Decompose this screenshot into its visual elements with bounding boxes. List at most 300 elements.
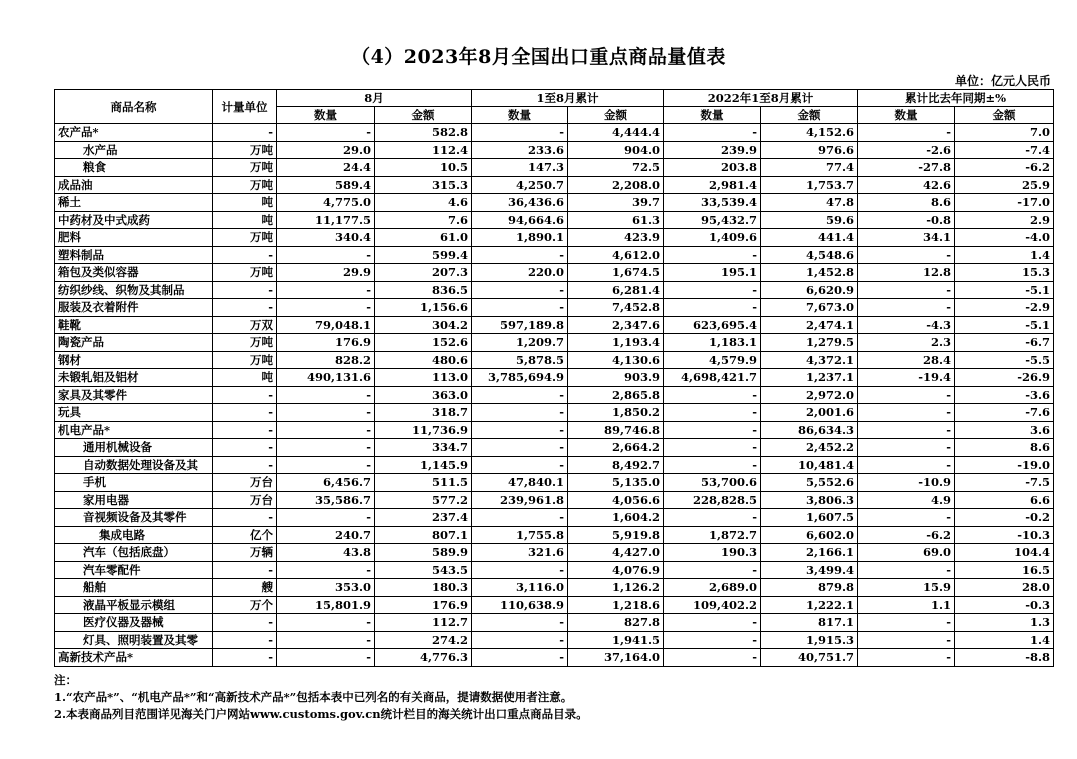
table-body bbox=[55, 124, 1054, 667]
table-row bbox=[55, 194, 1054, 212]
cell-ytd-qty: - bbox=[472, 124, 568, 142]
cell-unit: 亿个 bbox=[213, 526, 277, 544]
cell-prev-qty: 95,432.7 bbox=[664, 211, 761, 229]
cell-ytd-qty: - bbox=[472, 649, 568, 667]
cell-ytd-qty: - bbox=[472, 281, 568, 299]
cell-month-qty: - bbox=[277, 404, 375, 422]
cell-prev-amt: 1,607.5 bbox=[761, 509, 858, 527]
cell-prev-qty: - bbox=[664, 246, 761, 264]
cell-change-qty: -6.2 bbox=[858, 526, 955, 544]
cell-prev-amt: 441.4 bbox=[761, 229, 858, 247]
cell-month-qty: - bbox=[277, 124, 375, 142]
cell-change-amt: 1.4 bbox=[955, 246, 1054, 264]
header-amt: 金额 bbox=[955, 107, 1054, 124]
cell-ytd-amt: 1,218.6 bbox=[568, 596, 664, 614]
cell-prev-amt: 4,372.1 bbox=[761, 351, 858, 369]
header-qty: 数量 bbox=[472, 107, 568, 124]
cell-ytd-amt: 61.3 bbox=[568, 211, 664, 229]
cell-month-qty: - bbox=[277, 299, 375, 317]
cell-ytd-qty: - bbox=[472, 561, 568, 579]
cell-ytd-amt: 4,444.4 bbox=[568, 124, 664, 142]
cell-ytd-amt: 7,452.8 bbox=[568, 299, 664, 317]
header-prev-ytd: 2022年1至8月累计 bbox=[664, 90, 858, 107]
table-row bbox=[55, 351, 1054, 369]
cell-change-qty: - bbox=[858, 386, 955, 404]
cell-month-amt: 304.2 bbox=[375, 316, 472, 334]
cell-prev-amt: 10,481.4 bbox=[761, 456, 858, 474]
cell-prev-amt: 976.6 bbox=[761, 141, 858, 159]
table-row bbox=[55, 211, 1054, 229]
cell-ytd-amt: 827.8 bbox=[568, 614, 664, 632]
cell-month-qty: - bbox=[277, 509, 375, 527]
cell-change-qty: -27.8 bbox=[858, 159, 955, 177]
cell-month-qty: - bbox=[277, 439, 375, 457]
cell-ytd-qty: 5,878.5 bbox=[472, 351, 568, 369]
header-unit: 计量单位 bbox=[213, 90, 277, 124]
cell-prev-qty: - bbox=[664, 509, 761, 527]
cell-month-qty: 29.0 bbox=[277, 141, 375, 159]
cell-change-amt: -5.1 bbox=[955, 281, 1054, 299]
cell-ytd-qty: 94,664.6 bbox=[472, 211, 568, 229]
table-row bbox=[55, 299, 1054, 317]
cell-prev-qty: 4,579.9 bbox=[664, 351, 761, 369]
cell-prev-qty: - bbox=[664, 299, 761, 317]
cell-prev-amt: 1,915.3 bbox=[761, 631, 858, 649]
cell-month-amt: 599.4 bbox=[375, 246, 472, 264]
cell-month-qty: 4,775.0 bbox=[277, 194, 375, 212]
cell-month-amt: 315.3 bbox=[375, 176, 472, 194]
cell-prev-amt: 1,237.1 bbox=[761, 369, 858, 387]
cell-unit: 万个 bbox=[213, 596, 277, 614]
cell-change-amt: -3.6 bbox=[955, 386, 1054, 404]
cell-unit: - bbox=[213, 456, 277, 474]
cell-name: 液晶平板显示模组 bbox=[55, 596, 213, 614]
cell-prev-amt: 7,673.0 bbox=[761, 299, 858, 317]
cell-ytd-qty: 1,755.8 bbox=[472, 526, 568, 544]
cell-month-qty: 29.9 bbox=[277, 264, 375, 282]
cell-prev-qty: 228,828.5 bbox=[664, 491, 761, 509]
cell-ytd-qty: - bbox=[472, 404, 568, 422]
cell-month-amt: 4,776.3 bbox=[375, 649, 472, 667]
cell-unit: 万吨 bbox=[213, 176, 277, 194]
cell-month-amt: 334.7 bbox=[375, 439, 472, 457]
cell-name: 玩具 bbox=[55, 404, 213, 422]
cell-change-amt: 7.0 bbox=[955, 124, 1054, 142]
cell-month-qty: 176.9 bbox=[277, 334, 375, 352]
cell-month-qty: 35,586.7 bbox=[277, 491, 375, 509]
cell-change-amt: -10.3 bbox=[955, 526, 1054, 544]
cell-prev-amt: 59.6 bbox=[761, 211, 858, 229]
cell-change-amt: -2.9 bbox=[955, 299, 1054, 317]
cell-month-qty: - bbox=[277, 456, 375, 474]
header-qty: 数量 bbox=[858, 107, 955, 124]
table-row bbox=[55, 229, 1054, 247]
cell-month-amt: 807.1 bbox=[375, 526, 472, 544]
cell-ytd-amt: 2,865.8 bbox=[568, 386, 664, 404]
cell-change-amt: 104.4 bbox=[955, 544, 1054, 562]
cell-prev-amt: 3,499.4 bbox=[761, 561, 858, 579]
cell-unit: - bbox=[213, 386, 277, 404]
cell-ytd-qty: - bbox=[472, 456, 568, 474]
cell-unit: 吨 bbox=[213, 194, 277, 212]
cell-unit: - bbox=[213, 649, 277, 667]
cell-prev-amt: 2,474.1 bbox=[761, 316, 858, 334]
header-amt: 金额 bbox=[375, 107, 472, 124]
cell-prev-amt: 6,602.0 bbox=[761, 526, 858, 544]
cell-unit: 万辆 bbox=[213, 544, 277, 562]
cell-change-qty: 28.4 bbox=[858, 351, 955, 369]
cell-ytd-amt: 1,850.2 bbox=[568, 404, 664, 422]
cell-unit: 万吨 bbox=[213, 229, 277, 247]
cell-change-qty: 2.3 bbox=[858, 334, 955, 352]
cell-month-amt: 7.6 bbox=[375, 211, 472, 229]
cell-prev-amt: 2,166.1 bbox=[761, 544, 858, 562]
cell-month-amt: 582.8 bbox=[375, 124, 472, 142]
cell-name: 高新技术产品* bbox=[55, 649, 213, 667]
table-row bbox=[55, 649, 1054, 667]
cell-prev-qty: 190.3 bbox=[664, 544, 761, 562]
cell-name: 钢材 bbox=[55, 351, 213, 369]
cell-ytd-amt: 5,919.8 bbox=[568, 526, 664, 544]
cell-ytd-qty: 110,638.9 bbox=[472, 596, 568, 614]
cell-name: 集成电路 bbox=[55, 526, 213, 544]
cell-unit: 吨 bbox=[213, 369, 277, 387]
cell-month-amt: 318.7 bbox=[375, 404, 472, 422]
cell-change-qty: - bbox=[858, 649, 955, 667]
cell-unit: 万双 bbox=[213, 316, 277, 334]
cell-ytd-amt: 8,492.7 bbox=[568, 456, 664, 474]
cell-name: 汽车（包括底盘） bbox=[55, 544, 213, 562]
cell-unit: - bbox=[213, 404, 277, 422]
table-row bbox=[55, 246, 1054, 264]
table-row bbox=[55, 124, 1054, 142]
cell-ytd-amt: 6,281.4 bbox=[568, 281, 664, 299]
cell-ytd-qty: 36,436.6 bbox=[472, 194, 568, 212]
cell-month-amt: 543.5 bbox=[375, 561, 472, 579]
cell-ytd-qty: - bbox=[472, 614, 568, 632]
cell-name: 自动数据处理设备及其 bbox=[55, 456, 213, 474]
cell-prev-qty: - bbox=[664, 404, 761, 422]
cell-ytd-qty: 239,961.8 bbox=[472, 491, 568, 509]
cell-prev-amt: 1,279.5 bbox=[761, 334, 858, 352]
cell-change-qty: 4.9 bbox=[858, 491, 955, 509]
cell-change-amt: -0.2 bbox=[955, 509, 1054, 527]
cell-prev-amt: 1,753.7 bbox=[761, 176, 858, 194]
cell-change-qty: 42.6 bbox=[858, 176, 955, 194]
cell-prev-amt: 47.8 bbox=[761, 194, 858, 212]
cell-name: 箱包及类似容器 bbox=[55, 264, 213, 282]
table-row bbox=[55, 404, 1054, 422]
cell-ytd-amt: 4,612.0 bbox=[568, 246, 664, 264]
cell-prev-amt: 77.4 bbox=[761, 159, 858, 177]
cell-prev-qty: - bbox=[664, 614, 761, 632]
cell-prev-qty: 239.9 bbox=[664, 141, 761, 159]
table-row bbox=[55, 439, 1054, 457]
cell-ytd-amt: 423.9 bbox=[568, 229, 664, 247]
header-amt: 金额 bbox=[761, 107, 858, 124]
cell-name: 水产品 bbox=[55, 141, 213, 159]
cell-change-qty: -19.4 bbox=[858, 369, 955, 387]
cell-month-amt: 589.9 bbox=[375, 544, 472, 562]
cell-month-qty: - bbox=[277, 649, 375, 667]
cell-month-amt: 836.5 bbox=[375, 281, 472, 299]
cell-name: 服装及衣着附件 bbox=[55, 299, 213, 317]
cell-prev-qty: 53,700.6 bbox=[664, 474, 761, 492]
cell-change-amt: 1.3 bbox=[955, 614, 1054, 632]
cell-change-qty: 34.1 bbox=[858, 229, 955, 247]
cell-month-amt: 112.7 bbox=[375, 614, 472, 632]
table-row bbox=[55, 631, 1054, 649]
cell-change-qty: 1.1 bbox=[858, 596, 955, 614]
cell-prev-qty: 1,872.7 bbox=[664, 526, 761, 544]
cell-month-amt: 480.6 bbox=[375, 351, 472, 369]
header-qty: 数量 bbox=[664, 107, 761, 124]
cell-unit: - bbox=[213, 246, 277, 264]
cell-month-qty: 79,048.1 bbox=[277, 316, 375, 334]
table-row bbox=[55, 544, 1054, 562]
cell-change-qty: -4.3 bbox=[858, 316, 955, 334]
cell-name: 成品油 bbox=[55, 176, 213, 194]
cell-month-amt: 61.0 bbox=[375, 229, 472, 247]
cell-name: 塑料制品 bbox=[55, 246, 213, 264]
cell-change-amt: -7.5 bbox=[955, 474, 1054, 492]
cell-name: 陶瓷产品 bbox=[55, 334, 213, 352]
cell-month-amt: 176.9 bbox=[375, 596, 472, 614]
cell-change-qty: -2.6 bbox=[858, 141, 955, 159]
cell-prev-qty: 195.1 bbox=[664, 264, 761, 282]
cell-month-qty: 490,131.6 bbox=[277, 369, 375, 387]
cell-prev-qty: 623,695.4 bbox=[664, 316, 761, 334]
cell-prev-qty: 1,183.1 bbox=[664, 334, 761, 352]
cell-change-qty: - bbox=[858, 631, 955, 649]
cell-name: 粮食 bbox=[55, 159, 213, 177]
cell-ytd-qty: 233.6 bbox=[472, 141, 568, 159]
cell-change-amt: 28.0 bbox=[955, 579, 1054, 597]
table-row bbox=[55, 561, 1054, 579]
table-row bbox=[55, 596, 1054, 614]
cell-prev-qty: 203.8 bbox=[664, 159, 761, 177]
cell-change-amt: 6.6 bbox=[955, 491, 1054, 509]
cell-prev-amt: 2,972.0 bbox=[761, 386, 858, 404]
table-row bbox=[55, 176, 1054, 194]
cell-unit: 万吨 bbox=[213, 264, 277, 282]
cell-month-amt: 1,156.6 bbox=[375, 299, 472, 317]
cell-name: 稀土 bbox=[55, 194, 213, 212]
cell-change-qty: - bbox=[858, 404, 955, 422]
cell-change-amt: -19.0 bbox=[955, 456, 1054, 474]
cell-month-amt: 237.4 bbox=[375, 509, 472, 527]
table-row bbox=[55, 491, 1054, 509]
cell-change-qty: - bbox=[858, 299, 955, 317]
cell-unit: 万台 bbox=[213, 474, 277, 492]
table-row bbox=[55, 421, 1054, 439]
cell-change-amt: 1.4 bbox=[955, 631, 1054, 649]
cell-prev-qty: - bbox=[664, 281, 761, 299]
cell-month-amt: 207.3 bbox=[375, 264, 472, 282]
cell-ytd-amt: 1,193.4 bbox=[568, 334, 664, 352]
cell-ytd-qty: - bbox=[472, 439, 568, 457]
cell-prev-qty: - bbox=[664, 386, 761, 404]
cell-prev-amt: 1,222.1 bbox=[761, 596, 858, 614]
cell-change-amt: -6.2 bbox=[955, 159, 1054, 177]
export-goods-table bbox=[54, 89, 1054, 667]
cell-unit: 万吨 bbox=[213, 159, 277, 177]
cell-prev-qty: 1,409.6 bbox=[664, 229, 761, 247]
cell-month-qty: 353.0 bbox=[277, 579, 375, 597]
cell-unit: - bbox=[213, 421, 277, 439]
cell-change-amt: -26.9 bbox=[955, 369, 1054, 387]
cell-ytd-qty: - bbox=[472, 631, 568, 649]
cell-change-qty: - bbox=[858, 439, 955, 457]
cell-ytd-amt: 2,208.0 bbox=[568, 176, 664, 194]
cell-change-qty: 12.8 bbox=[858, 264, 955, 282]
cell-name: 家具及其零件 bbox=[55, 386, 213, 404]
cell-name: 音视频设备及其零件 bbox=[55, 509, 213, 527]
cell-change-qty: 69.0 bbox=[858, 544, 955, 562]
cell-month-qty: 6,456.7 bbox=[277, 474, 375, 492]
cell-name: 未锻轧铝及铝材 bbox=[55, 369, 213, 387]
cell-ytd-qty: 1,890.1 bbox=[472, 229, 568, 247]
cell-ytd-qty: 220.0 bbox=[472, 264, 568, 282]
cell-prev-qty: - bbox=[664, 456, 761, 474]
cell-prev-amt: 879.8 bbox=[761, 579, 858, 597]
cell-ytd-amt: 4,076.9 bbox=[568, 561, 664, 579]
cell-unit: 万吨 bbox=[213, 334, 277, 352]
cell-unit: 艘 bbox=[213, 579, 277, 597]
table-row bbox=[55, 159, 1054, 177]
cell-month-qty: 340.4 bbox=[277, 229, 375, 247]
table-row bbox=[55, 509, 1054, 527]
header-name: 商品名称 bbox=[55, 90, 213, 124]
cell-month-amt: 113.0 bbox=[375, 369, 472, 387]
cell-prev-qty: 2,981.4 bbox=[664, 176, 761, 194]
cell-change-amt: 15.3 bbox=[955, 264, 1054, 282]
cell-month-amt: 274.2 bbox=[375, 631, 472, 649]
cell-month-amt: 1,145.9 bbox=[375, 456, 472, 474]
cell-ytd-amt: 4,427.0 bbox=[568, 544, 664, 562]
cell-name: 灯具、照明装置及其零 bbox=[55, 631, 213, 649]
cell-change-amt: -5.1 bbox=[955, 316, 1054, 334]
table-row bbox=[55, 526, 1054, 544]
cell-change-amt: -7.4 bbox=[955, 141, 1054, 159]
cell-month-amt: 152.6 bbox=[375, 334, 472, 352]
cell-change-amt: -6.7 bbox=[955, 334, 1054, 352]
cell-ytd-amt: 72.5 bbox=[568, 159, 664, 177]
cell-month-qty: - bbox=[277, 386, 375, 404]
cell-unit: - bbox=[213, 509, 277, 527]
cell-name: 中药材及中式成药 bbox=[55, 211, 213, 229]
cell-ytd-qty: 3,116.0 bbox=[472, 579, 568, 597]
cell-unit: - bbox=[213, 124, 277, 142]
cell-prev-qty: - bbox=[664, 649, 761, 667]
cell-change-qty: 15.9 bbox=[858, 579, 955, 597]
cell-ytd-amt: 1,604.2 bbox=[568, 509, 664, 527]
cell-month-qty: - bbox=[277, 631, 375, 649]
cell-change-amt: 2.9 bbox=[955, 211, 1054, 229]
table-row bbox=[55, 316, 1054, 334]
cell-ytd-amt: 1,126.2 bbox=[568, 579, 664, 597]
cell-unit: - bbox=[213, 299, 277, 317]
cell-month-qty: - bbox=[277, 281, 375, 299]
cell-month-qty: 589.4 bbox=[277, 176, 375, 194]
table-row bbox=[55, 141, 1054, 159]
cell-name: 鞋靴 bbox=[55, 316, 213, 334]
table-row bbox=[55, 369, 1054, 387]
cell-ytd-amt: 89,746.8 bbox=[568, 421, 664, 439]
table-row bbox=[55, 386, 1054, 404]
notes bbox=[54, 672, 588, 723]
cell-prev-qty: 4,698,421.7 bbox=[664, 369, 761, 387]
table-row bbox=[55, 456, 1054, 474]
cell-ytd-qty: 47,840.1 bbox=[472, 474, 568, 492]
cell-ytd-amt: 1,941.5 bbox=[568, 631, 664, 649]
header-change: 累计比去年同期±% bbox=[858, 90, 1054, 107]
cell-ytd-amt: 37,164.0 bbox=[568, 649, 664, 667]
cell-change-qty: - bbox=[858, 124, 955, 142]
cell-change-qty: - bbox=[858, 281, 955, 299]
cell-name: 肥料 bbox=[55, 229, 213, 247]
unit-label: 单位：亿元人民币 bbox=[954, 74, 1051, 88]
cell-month-amt: 4.6 bbox=[375, 194, 472, 212]
cell-ytd-amt: 4,056.6 bbox=[568, 491, 664, 509]
cell-ytd-qty: 321.6 bbox=[472, 544, 568, 562]
cell-ytd-amt: 1,674.5 bbox=[568, 264, 664, 282]
cell-ytd-qty: - bbox=[472, 299, 568, 317]
cell-change-qty: - bbox=[858, 456, 955, 474]
cell-prev-amt: 4,152.6 bbox=[761, 124, 858, 142]
cell-name: 机电产品* bbox=[55, 421, 213, 439]
page-title: （4）2023年8月全国出口重点商品量值表 bbox=[351, 46, 726, 68]
cell-change-qty: -10.9 bbox=[858, 474, 955, 492]
table-row bbox=[55, 579, 1054, 597]
cell-change-qty: -0.8 bbox=[858, 211, 955, 229]
cell-ytd-qty: - bbox=[472, 509, 568, 527]
cell-unit: 万台 bbox=[213, 491, 277, 509]
cell-prev-amt: 2,452.2 bbox=[761, 439, 858, 457]
cell-change-qty: - bbox=[858, 614, 955, 632]
cell-ytd-amt: 2,664.2 bbox=[568, 439, 664, 457]
cell-ytd-amt: 39.7 bbox=[568, 194, 664, 212]
cell-ytd-amt: 904.0 bbox=[568, 141, 664, 159]
cell-prev-qty: - bbox=[664, 561, 761, 579]
cell-prev-qty: - bbox=[664, 124, 761, 142]
table-row bbox=[55, 334, 1054, 352]
cell-ytd-qty: - bbox=[472, 386, 568, 404]
cell-prev-qty: - bbox=[664, 421, 761, 439]
cell-ytd-qty: 4,250.7 bbox=[472, 176, 568, 194]
cell-unit: 万吨 bbox=[213, 141, 277, 159]
cell-prev-amt: 1,452.8 bbox=[761, 264, 858, 282]
cell-ytd-qty: 3,785,694.9 bbox=[472, 369, 568, 387]
cell-prev-qty: 109,402.2 bbox=[664, 596, 761, 614]
cell-prev-qty: 33,539.4 bbox=[664, 194, 761, 212]
header-qty: 数量 bbox=[277, 107, 375, 124]
cell-prev-amt: 40,751.7 bbox=[761, 649, 858, 667]
cell-prev-amt: 2,001.6 bbox=[761, 404, 858, 422]
cell-change-amt: -17.0 bbox=[955, 194, 1054, 212]
cell-month-qty: 828.2 bbox=[277, 351, 375, 369]
cell-month-qty: 43.8 bbox=[277, 544, 375, 562]
cell-ytd-qty: 597,189.8 bbox=[472, 316, 568, 334]
cell-ytd-qty: 147.3 bbox=[472, 159, 568, 177]
header-amt: 金额 bbox=[568, 107, 664, 124]
cell-name: 纺织纱线、织物及其制品 bbox=[55, 281, 213, 299]
cell-ytd-amt: 5,135.0 bbox=[568, 474, 664, 492]
cell-name: 医疗仪器及器械 bbox=[55, 614, 213, 632]
note-2: 2.本表商品列目范围详见海关门户网站www.customs.gov.cn统计栏目的海关统计出口重点商品目录。 bbox=[54, 707, 588, 721]
cell-ytd-qty: - bbox=[472, 421, 568, 439]
table-row bbox=[55, 614, 1054, 632]
